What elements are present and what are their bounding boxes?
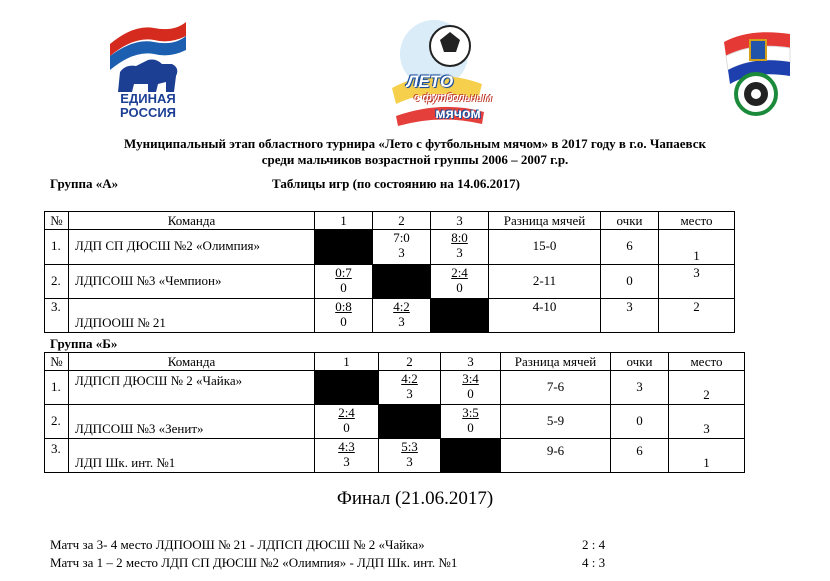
team-name: ЛДПСП ДЮСШ № 2 «Чайка» — [69, 371, 315, 405]
points: 3 — [611, 371, 669, 405]
goal-diff: 2-11 — [489, 265, 601, 299]
score-cell: 4:2 3 — [379, 371, 441, 405]
blacked-cell — [315, 230, 373, 265]
tournament-logo-text-3: мячом — [435, 105, 481, 121]
team-name: ЛДП СП ДЮСШ №2 «Олимпия» — [69, 230, 315, 265]
match-label: Матч за 3- 4 место ЛДПООШ № 21 - ЛДПСП ДЮСШ № 2 «Чайка» — [50, 537, 425, 552]
row-num: 2. — [45, 405, 69, 439]
match-score: 2 : 4 — [582, 537, 606, 552]
score-cell: 4:2 3 — [373, 299, 431, 333]
blacked-cell — [441, 439, 501, 473]
header-diff: Разница мячей — [489, 212, 601, 230]
header-c3: 3 — [441, 353, 501, 371]
score-cell: 8:0 3 — [431, 230, 489, 265]
goal-diff: 7-6 — [501, 371, 611, 405]
group-b-label: Группа «Б» — [50, 336, 118, 351]
score-cell: 2:4 0 — [431, 265, 489, 299]
header-diff: Разница мячей — [501, 353, 611, 371]
tournament-logo-text-1: ЛЕТО — [406, 72, 454, 91]
goal-diff: 15-0 — [489, 230, 601, 265]
united-russia-logo-text: ЕДИНАЯ РОССИЯ — [119, 91, 177, 120]
goal-diff: 9-6 — [501, 439, 611, 473]
table-row — [45, 299, 735, 333]
blacked-cell — [315, 371, 379, 405]
score-cell: 7:0 3 — [373, 230, 431, 265]
place: 3 — [659, 265, 735, 299]
points: 6 — [611, 439, 669, 473]
header-num: № — [45, 353, 69, 371]
place: 2 — [669, 371, 745, 405]
row-num: 3. — [45, 299, 69, 333]
document-title-line-2: среди мальчиков возрастной группы 2006 – 2007 г.р. — [261, 152, 569, 167]
header-team: Команда — [69, 353, 315, 371]
points: 0 — [601, 265, 659, 299]
points: 0 — [611, 405, 669, 439]
header-c2: 2 — [379, 353, 441, 371]
row-num: 3. — [45, 439, 69, 473]
group-a-table — [44, 211, 735, 333]
table-row — [45, 371, 745, 405]
team-name: ЛДПООШ № 21 — [69, 299, 315, 333]
row-num: 1. — [45, 371, 69, 405]
score-cell: 3:5 0 — [441, 405, 501, 439]
table-caption: Таблицы игр (по состоянию на 14.06.2017) — [272, 176, 520, 191]
row-num: 1. — [45, 230, 69, 265]
header-points: очки — [611, 353, 669, 371]
match-line — [50, 555, 606, 571]
group-b-table — [44, 352, 745, 473]
match-score: 4 : 3 — [582, 555, 606, 570]
table-row — [45, 405, 745, 439]
match-label: Матч за 1 – 2 место ЛДП СП ДЮСШ №2 «Олимпия» - ЛДП Шк. инт. №1 — [50, 555, 458, 570]
header-c2: 2 — [373, 212, 431, 230]
table-header-row — [45, 212, 735, 230]
header-place: место — [659, 212, 735, 230]
final-title: Финал (21.06.2017) — [336, 488, 494, 509]
header-team: Команда — [69, 212, 315, 230]
group-a-label: Группа «А» — [50, 176, 119, 191]
samara-region-emblem — [720, 26, 796, 118]
score-cell: 3:4 0 — [441, 371, 501, 405]
place: 3 — [669, 405, 745, 439]
header-c3: 3 — [431, 212, 489, 230]
table-header-row — [45, 353, 745, 371]
blacked-cell — [379, 405, 441, 439]
goal-diff: 4-10 — [489, 299, 601, 333]
row-num: 2. — [45, 265, 69, 299]
document-title-line-1: Муниципальный этап областного турнира «Лето с футбольным мячом» в 2017 году в г.о. Чапаевск — [124, 136, 706, 151]
goal-diff: 5-9 — [501, 405, 611, 439]
place: 2 — [659, 299, 735, 333]
team-name: ЛДПСОШ №3 «Чемпион» — [69, 265, 315, 299]
header-place: место — [669, 353, 745, 371]
score-cell: 0:7 0 — [315, 265, 373, 299]
score-cell: 0:8 0 — [315, 299, 373, 333]
points: 3 — [601, 299, 659, 333]
header-c1: 1 — [315, 212, 373, 230]
table-row — [45, 265, 735, 299]
header-num: № — [45, 212, 69, 230]
place: 1 — [659, 230, 735, 265]
team-name: ЛДП Шк. инт. №1 — [69, 439, 315, 473]
table-row — [45, 230, 735, 265]
match-line — [50, 537, 606, 553]
place: 1 — [669, 439, 745, 473]
tournament-logo-text-2: с футбольным — [414, 92, 492, 104]
blacked-cell — [431, 299, 489, 333]
header-c1: 1 — [315, 353, 379, 371]
score-cell: 5:3 3 — [379, 439, 441, 473]
team-name: ЛДПСОШ №3 «Зенит» — [69, 405, 315, 439]
points: 6 — [601, 230, 659, 265]
blacked-cell — [373, 265, 431, 299]
header-points: очки — [601, 212, 659, 230]
score-cell: 4:3 3 — [315, 439, 379, 473]
table-row — [45, 439, 745, 473]
score-cell: 2:4 0 — [315, 405, 379, 439]
